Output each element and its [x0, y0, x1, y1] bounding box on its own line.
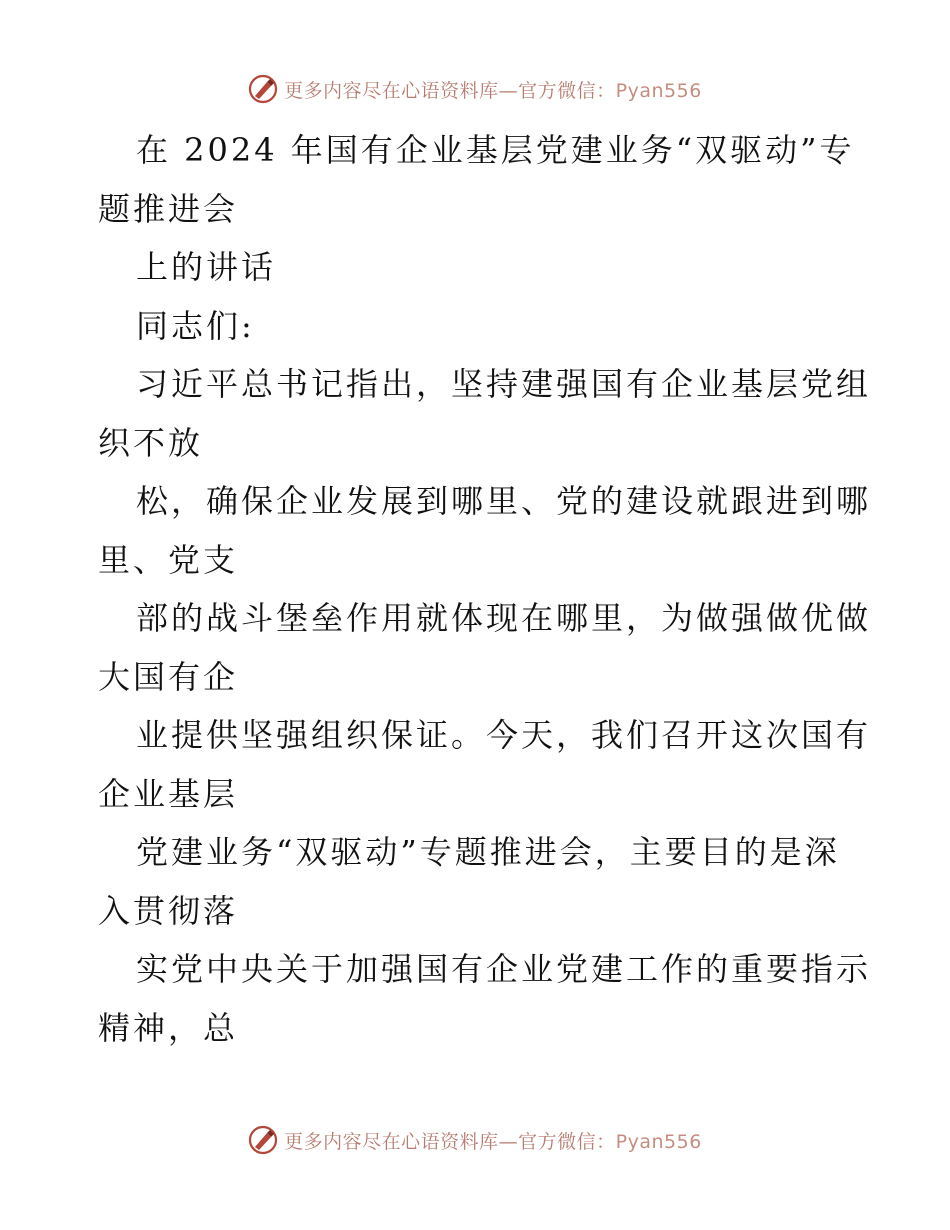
footer-watermark — [0, 1123, 950, 1157]
text-line: 部的战斗堡垒作用就体现在哪里，为做强做优做 — [136, 599, 872, 637]
text-line: 同志们: — [136, 306, 255, 345]
pen-seal-icon — [248, 1125, 278, 1155]
text-line: 党建业务“双驱动”专题推进会，主要目的是深 — [136, 833, 840, 871]
text-line: 题推进会 — [98, 189, 239, 228]
text-line: 精神，总 — [98, 1008, 239, 1047]
text-line: 实党中央关于加强国有企业党建工作的重要指示 — [136, 950, 872, 988]
watermark-wechat-id: Pyan556 — [615, 79, 702, 102]
header-watermark — [0, 72, 950, 106]
text-line: 里、党支 — [98, 540, 239, 579]
text-line: 业提供坚强组织保证。今天，我们召开这次国有 — [136, 716, 872, 754]
text-line: 入贯彻落 — [98, 891, 239, 930]
document-body — [98, 121, 872, 1057]
text-line: 习近平总书记指出，坚持建强国有企业基层党组 — [136, 365, 872, 403]
text-line: 上的讲话 — [136, 248, 277, 286]
pen-seal-icon — [248, 74, 278, 104]
text-line: 在 2024 年国有企业基层党建业务“双驱动”专 — [136, 131, 855, 169]
text-line: 织不放 — [98, 423, 204, 462]
watermark-group — [248, 74, 702, 104]
watermark-wechat-id: Pyan556 — [615, 1130, 702, 1153]
watermark-text: 更多内容尽在心语资料库—官方微信：Pyan556 — [284, 1130, 702, 1153]
text-line: 企业基层 — [98, 774, 239, 813]
watermark-group — [248, 1125, 702, 1155]
text-line: 松，确保企业发展到哪里、党的建设就跟进到哪 — [136, 482, 872, 520]
text-line: 大国有企 — [98, 657, 239, 696]
watermark-text: 更多内容尽在心语资料库—官方微信：Pyan556 — [284, 79, 702, 102]
